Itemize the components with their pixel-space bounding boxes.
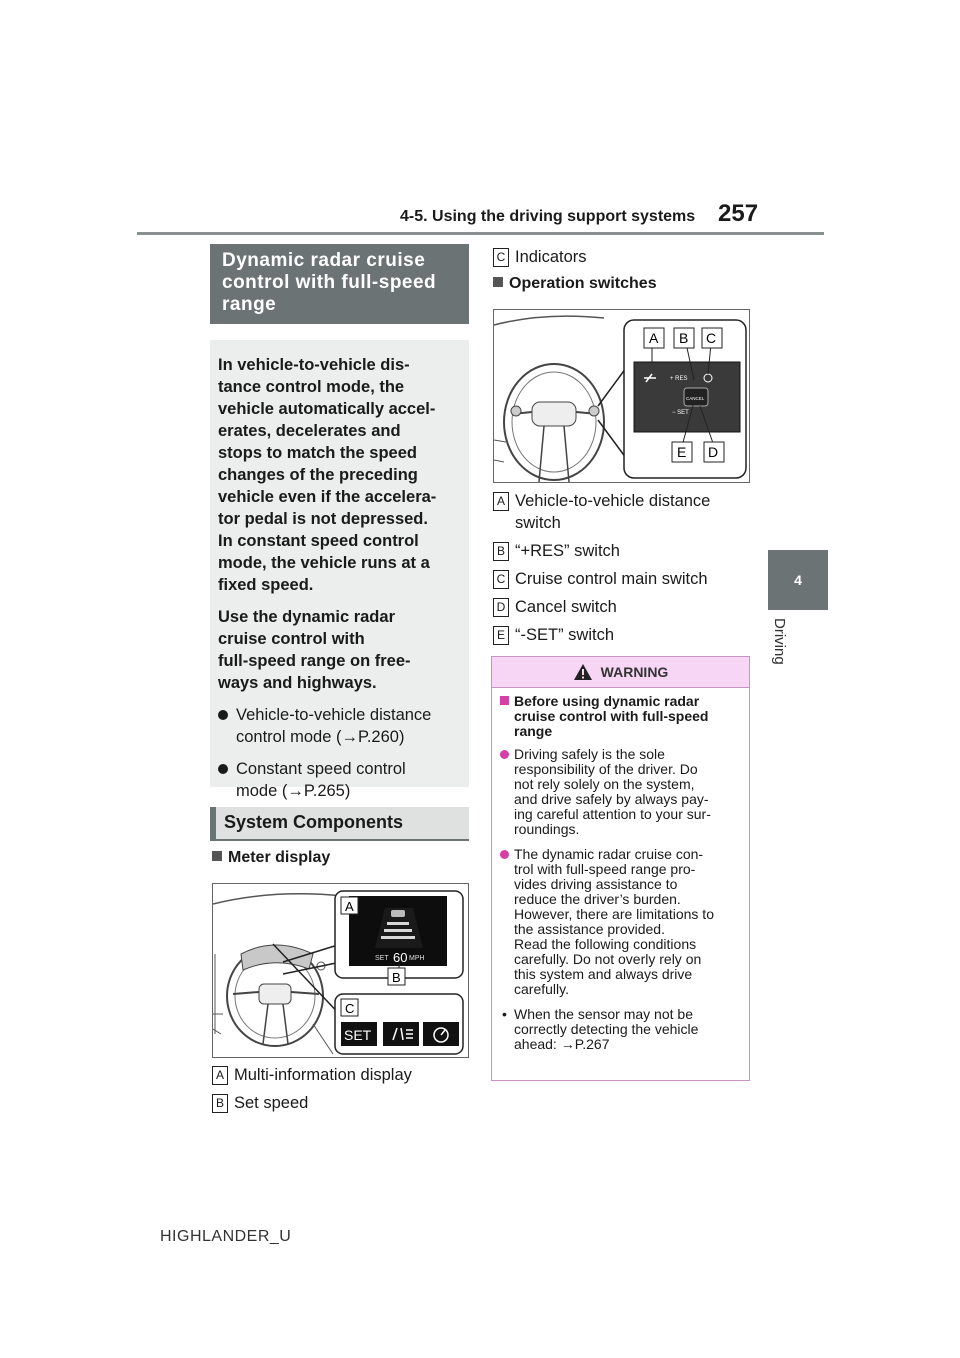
legend-item-b: B Set speed — [212, 1092, 412, 1114]
intro-box — [210, 340, 469, 800]
warning-box — [491, 656, 750, 1081]
set-speed-value: 60 — [393, 950, 408, 965]
callout-e-switch: E — [677, 444, 687, 460]
warning-icon — [573, 663, 593, 681]
warning-heading: Before using dynamic radar cruise control with full-speed range — [500, 694, 741, 739]
legend-item-a: A Multi-information display — [212, 1064, 412, 1086]
res-label: + RES — [670, 376, 688, 382]
warning-item-2: The dynamic radar cruise con- trol with full-speed range pro- vides driving assistance to reduce the driver’s burden. However, there are limitations to the assistance provided. Read the following conditions carefully. Do not overly rely on this system and always drive carefully. — [500, 847, 741, 997]
switch-legend-c: C Cruise control main switch — [493, 568, 710, 590]
intro-paragraph-2: Use the dynamic radar cruise control with full-speed range on free- ways and highways. — [218, 608, 411, 692]
intro-paragraph-1: In vehicle-to-vehicle dis- tance control mode, the vehicle automatically accel- erates, decelerates and stops to match the speed changes of the preceding vehicle even if the accelera- tor pedal is not depressed. In constant speed control mode, the vehicle runs at a fixed speed. Use the dynamic radar cruise control with full-speed range on free- ways and highways. — [218, 354, 461, 694]
operation-switches-heading: Operation switches — [493, 275, 657, 293]
legend-item-c-indicators: C Indicators — [493, 246, 587, 268]
switch-legend-e: E “-SET” switch — [493, 624, 710, 646]
switch-legend-a: A Vehicle-to-vehicle distance switch — [493, 490, 710, 534]
callout-d-switch: D — [708, 444, 719, 460]
callout-b-switch: B — [679, 330, 689, 346]
meter-display-heading: Meter display — [212, 849, 330, 867]
operation-switches-figure — [493, 309, 750, 483]
set-label-switch: − SET — [672, 410, 689, 416]
footer-model: HIGHLANDER_U — [160, 1228, 292, 1245]
warning-subitem: • When the sensor may not be correctly detecting the vehicle ahead: →P.267 — [502, 1006, 699, 1052]
callout-b: B — [392, 970, 401, 985]
cancel-label: CANCEL — [686, 396, 705, 401]
callout-c-switch: C — [706, 330, 717, 346]
meter-illustration — [213, 884, 468, 1057]
chapter-label: Driving — [771, 618, 788, 665]
topic-title: Dynamic radar cruise control with full-speed range — [210, 244, 469, 324]
switch-legend-d: D Cancel switch — [493, 596, 710, 618]
speed-unit: MPH — [409, 955, 425, 962]
section-title: 4-5. Using the driving support systems — [400, 208, 696, 225]
system-components-heading: System Components — [210, 807, 469, 841]
set-label: SET — [375, 955, 389, 962]
meter-display-figure — [212, 883, 469, 1058]
header-rule — [137, 232, 824, 235]
callout-a: A — [345, 899, 354, 914]
warning-header: WARNING — [492, 657, 749, 688]
callout-c: C — [345, 1001, 355, 1016]
switches-legend — [493, 490, 710, 646]
chapter-tab: 4 — [768, 550, 828, 610]
set-indicator: SET — [344, 1027, 372, 1043]
bullet-constant-speed-mode: Constant speed control mode (→P.265) — [218, 758, 461, 802]
warning-item-1: Driving safely is the sole responsibility of the driver. Do not rely solely on the system, and drive safely by always pay- ing careful attention to your sur- roundings. — [500, 747, 741, 837]
switch-legend-b: B “+RES” switch — [493, 540, 710, 562]
bullet-vehicle-distance-mode: Vehicle-to-vehicle distance control mode (→P.260) — [218, 704, 461, 748]
meter-legend — [212, 1064, 412, 1114]
callout-a-switch: A — [649, 330, 659, 346]
page-number: 257 — [718, 200, 759, 227]
switches-illustration — [494, 310, 749, 482]
